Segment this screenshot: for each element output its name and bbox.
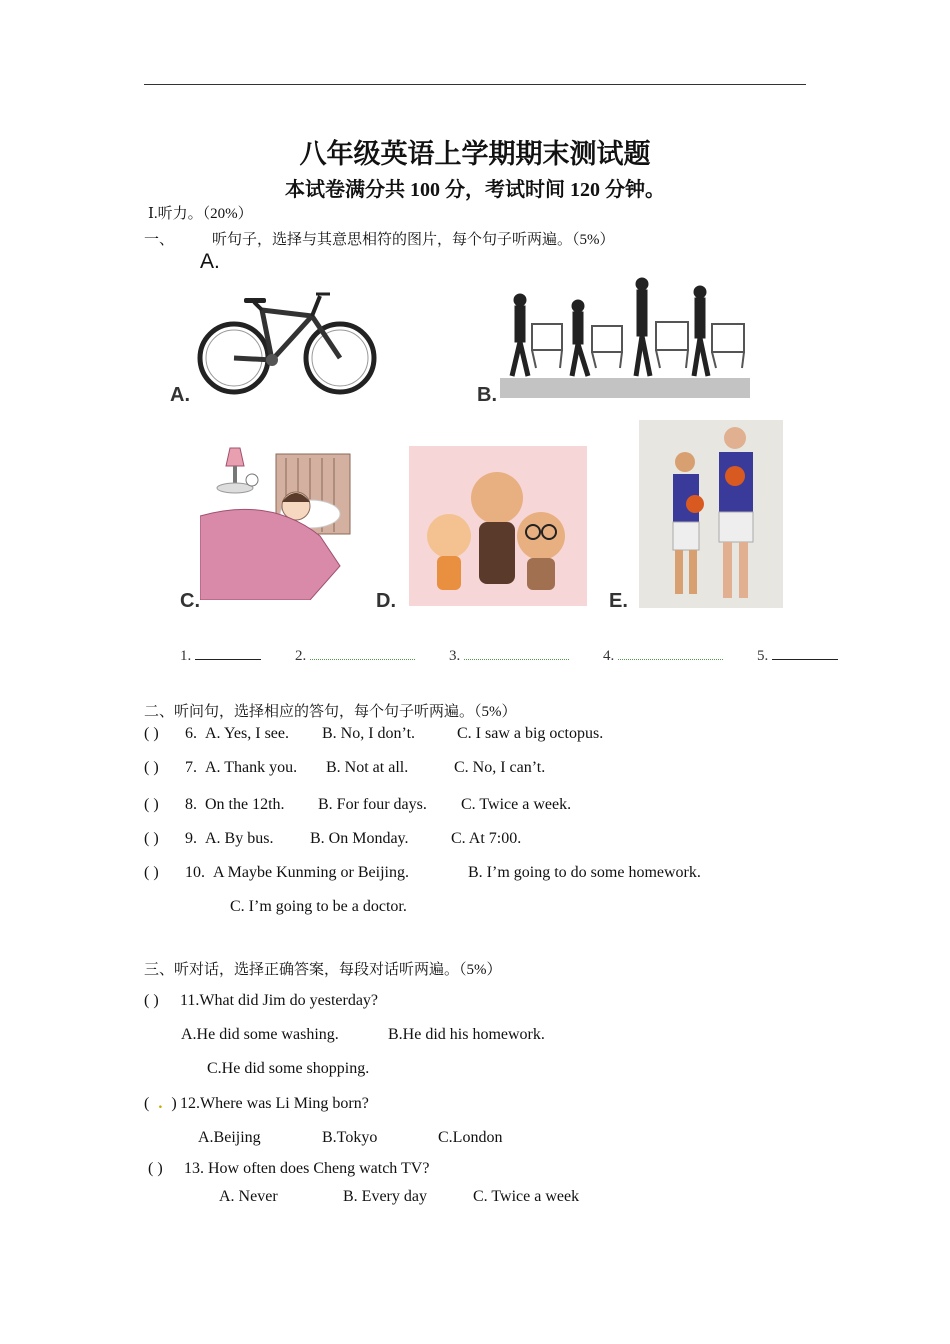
cartoon-family-picture (409, 446, 587, 606)
question-8-option-c: C. Twice a week. (461, 796, 572, 813)
question-9-option-b: B. On Monday. (310, 830, 409, 847)
section2-instruction: 二、听问句，选择相应的答句，每个句子听两遍。（5%） (144, 704, 517, 720)
blank-3-number: 3. (449, 648, 461, 664)
question-10-number: 10. (185, 864, 205, 881)
question-9-option-a: A. By bus. (205, 830, 274, 847)
question-13-paren[interactable]: ( ) (148, 1160, 163, 1177)
page-title: 八年级英语上学期期末测试题 (299, 139, 651, 170)
question-12-paren-close: ) (171, 1095, 177, 1112)
question-11-option-c: C.He did some shopping. (207, 1060, 370, 1077)
question-7-number: 7. (185, 759, 197, 776)
question-10-option-a: A Maybe Kunming or Beijing. (213, 864, 409, 881)
girl-in-bed-picture (200, 436, 352, 600)
question-12-option-c: C.London (438, 1129, 503, 1146)
picture-b-label: B. (477, 384, 497, 406)
question-7-paren[interactable]: ( ) (144, 759, 159, 776)
part1-heading: Ⅰ.听力。（20%） (148, 206, 253, 222)
shopping-carts-picture (500, 276, 750, 400)
question-11-text: 11.What did Jim do yesterday? (180, 992, 379, 1009)
question-11-option-a: A.He did some washing. (181, 1026, 339, 1043)
question-12-mark: . (158, 1095, 163, 1112)
question-12-paren[interactable] (144, 1095, 177, 1113)
question-10-paren[interactable]: ( ) (144, 864, 159, 881)
question-12-text: 12.Where was Li Ming born? (180, 1095, 369, 1112)
question-6-number: 6. (185, 725, 197, 742)
blank-2-number: 2. (295, 648, 307, 664)
question-10-option-b: B. I’m going to do some homework. (468, 864, 701, 881)
question-11-option-b: B.He did his homework. (388, 1026, 545, 1043)
question-12-option-b: B.Tokyo (322, 1129, 378, 1146)
question-12-paren-open: ( (144, 1095, 150, 1112)
blank-1[interactable] (195, 645, 261, 660)
question-8-option-a: On the 12th. (205, 796, 285, 813)
question-12-option-a: A.Beijing (198, 1129, 261, 1146)
question-7-option-a: A. Thank you. (205, 759, 298, 776)
blank-4[interactable] (618, 645, 723, 660)
blank-4-number: 4. (603, 648, 615, 664)
picture-c-label: C. (180, 590, 200, 612)
picture-d-label: D. (376, 590, 396, 612)
question-13-option-b: B. Every day (343, 1188, 427, 1205)
section1-first-option: A. (200, 250, 220, 273)
picture-answer-blanks (180, 645, 868, 665)
question-11-paren[interactable]: ( ) (144, 992, 159, 1009)
blank-3[interactable] (464, 645, 569, 660)
question-13-text: 13. How often does Cheng watch TV? (184, 1160, 430, 1177)
blank-2[interactable] (310, 645, 415, 660)
question-7-option-c: C. No, I can’t. (454, 759, 546, 776)
page-subtitle: 本试卷满分共 100 分，考试时间 120 分钟。 (285, 179, 665, 201)
question-8-number: 8. (185, 796, 197, 813)
question-10-option-c: C. I’m going to be a doctor. (230, 898, 407, 915)
picture-e-label: E. (609, 590, 628, 612)
blank-5-number: 5. (757, 648, 769, 664)
bicycle-picture (192, 288, 382, 400)
blank-1-number: 1. (180, 648, 192, 664)
section1-number: 一、 (144, 232, 175, 248)
section3-instruction: 三、听对话，选择正确答案，每段对话听两遍。（5%） (144, 962, 502, 978)
picture-a-label: A. (170, 384, 190, 406)
question-6-option-a: A. Yes, I see. (205, 725, 289, 742)
header-rule (144, 84, 806, 85)
question-9-option-c: C. At 7:00. (451, 830, 522, 847)
question-6-paren[interactable]: ( ) (144, 725, 159, 742)
question-6-option-b: B. No, I don’t. (322, 725, 416, 742)
question-7-option-b: B. Not at all. (326, 759, 409, 776)
question-13-option-c: C. Twice a week (473, 1188, 580, 1205)
question-9-paren[interactable]: ( ) (144, 830, 159, 847)
basketball-players-picture (639, 420, 783, 608)
question-6-option-c: C. I saw a big octopus. (457, 725, 604, 742)
section1-instruction: 听句子，选择与其意思相符的图片，每个句子听两遍。（5%） (212, 232, 615, 248)
question-8-option-b: B. For four days. (318, 796, 427, 813)
blank-5[interactable] (772, 645, 838, 660)
question-8-paren[interactable]: ( ) (144, 796, 159, 813)
question-9-number: 9. (185, 830, 197, 847)
question-13-option-a: A. Never (219, 1188, 278, 1205)
